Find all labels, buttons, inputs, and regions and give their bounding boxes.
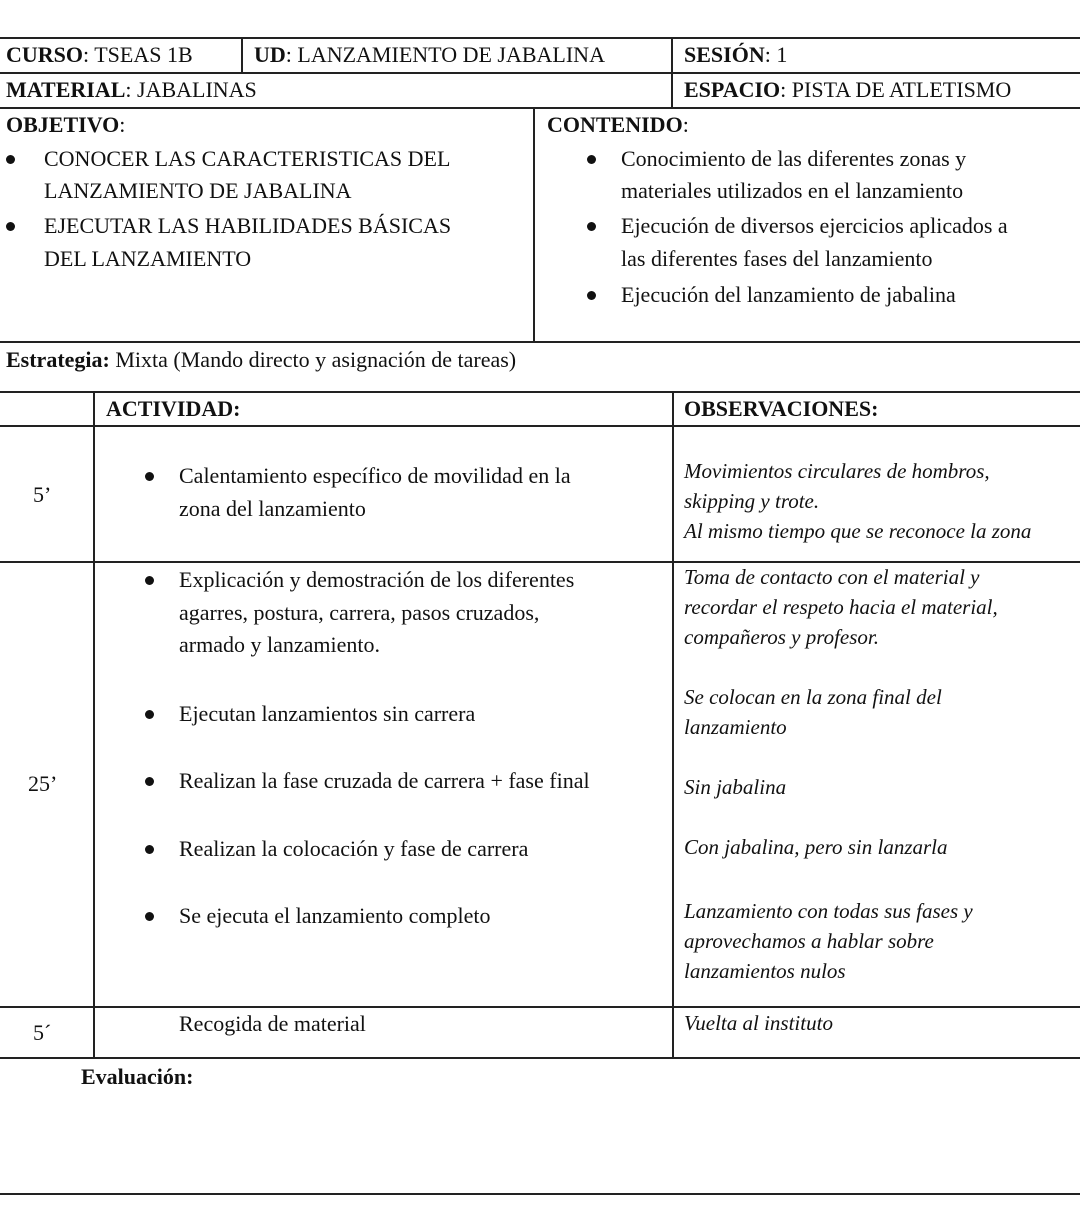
- row2-obs4: Con jabalina, pero sin lanzarla: [684, 835, 948, 859]
- row2-obs5-line2: aprovechamos a hablar sobre: [684, 929, 934, 953]
- curso-field: [6, 40, 193, 70]
- row1-time: 5’: [33, 482, 52, 507]
- rule-header-bottom: [0, 107, 1080, 109]
- contenido-item-2-line2: las diferentes fases del lanzamiento: [621, 246, 933, 271]
- row2-obs3: Sin jabalina: [684, 775, 787, 799]
- material-label: MATERIAL: [6, 77, 126, 102]
- ud-value: : LANZAMIENTO DE JABALINA: [285, 42, 605, 67]
- rule-header-mid: [0, 72, 1080, 74]
- row2-activity1-line2: agarres, postura, carrera, pasos cruzados,: [179, 600, 540, 625]
- bullet-icon: [6, 222, 15, 231]
- row2-time: 25’: [28, 771, 58, 796]
- bullet-icon: [145, 845, 154, 854]
- bullet-icon: [145, 912, 154, 921]
- estrategia-value: Mixta (Mando directo y asignación de tareas): [109, 347, 517, 372]
- row2-obs5-line1: Lanzamiento con todas sus fases y: [684, 899, 973, 923]
- curso-label: CURSO: [6, 42, 84, 67]
- row1-obs-line3: Al mismo tiempo que se reconoce la zona: [684, 519, 1032, 543]
- bullet-icon: [145, 472, 154, 481]
- row1-activity-line1: Calentamiento específico de movilidad en la: [179, 463, 571, 488]
- rule-table-top: [0, 391, 1080, 393]
- row2-obs5-line3: lanzamientos nulos: [684, 959, 846, 983]
- curso-value: : TSEAS 1B: [83, 42, 193, 67]
- row3-time: 5´: [33, 1020, 52, 1045]
- rule-header-right: [671, 37, 673, 107]
- observaciones-column-header: OBSERVACIONES:: [684, 396, 879, 421]
- row2-obs1-line3: compañeros y profesor.: [684, 625, 880, 649]
- actividad-column-header: ACTIVIDAD:: [106, 396, 241, 421]
- row3-activity: Recogida de material: [179, 1011, 366, 1036]
- sesion-value: : 1: [764, 42, 788, 67]
- row2-obs1-line1: Toma de contacto con el material y: [684, 565, 980, 589]
- contenido-heading: CONTENIDO:: [547, 112, 689, 137]
- ud-label: UD: [254, 42, 286, 67]
- rule-top: [0, 37, 1080, 39]
- objetivo-item-1-line2: LANZAMIENTO DE JABALINA: [44, 178, 352, 203]
- bullet-icon: [145, 777, 154, 786]
- contenido-item-1-line1: Conocimiento de las diferentes zonas y: [621, 146, 967, 171]
- rule-observations-column: [672, 391, 674, 1057]
- row3-obs: Vuelta al instituto: [684, 1011, 833, 1035]
- objetivo-heading: OBJETIVO:: [6, 112, 126, 137]
- row2-activity2: Ejecutan lanzamientos sin carrera: [179, 701, 476, 726]
- rule-objectives-bottom: [0, 341, 1080, 343]
- material-field: [6, 75, 257, 105]
- rule-row2-bottom: [0, 1006, 1080, 1008]
- sesion-label: SESIÓN: [684, 42, 765, 67]
- contenido-item-2-line1: Ejecución de diversos ejercicios aplicados a: [621, 213, 1008, 238]
- bullet-icon: [6, 155, 15, 164]
- bullet-icon: [145, 710, 154, 719]
- rule-curso-ud: [241, 37, 243, 72]
- row2-activity4: Realizan la colocación y fase de carrera: [179, 836, 529, 861]
- objetivo-item-1-line1: CONOCER LAS CARACTERISTICAS DEL: [44, 146, 451, 171]
- rule-evaluation-bottom: [0, 1193, 1080, 1195]
- espacio-label: ESPACIO: [684, 77, 781, 102]
- sesion-field: [684, 40, 787, 70]
- row2-obs2-line2: lanzamiento: [684, 715, 787, 739]
- row2-activity3: Realizan la fase cruzada de carrera + fase final: [179, 768, 590, 793]
- bullet-icon: [587, 291, 596, 300]
- espacio-field: [684, 75, 1011, 105]
- row2-obs1-line2: recordar el respeto hacia el material,: [684, 595, 998, 619]
- bullet-icon: [587, 222, 596, 231]
- material-value: : JABALINAS: [125, 77, 257, 102]
- row2-activity5: Se ejecuta el lanzamiento completo: [179, 903, 491, 928]
- contenido-item-3-line1: Ejecución del lanzamiento de jabalina: [621, 282, 956, 307]
- ud-field: [254, 40, 605, 70]
- row2-activity1-line1: Explicación y demostración de los diferentes: [179, 567, 575, 592]
- row1-obs-line1: Movimientos circulares de hombros,: [684, 459, 990, 483]
- rule-table-header-bottom: [0, 425, 1080, 427]
- objetivo-item-2-line1: EJECUTAR LAS HABILIDADES BÁSICAS: [44, 213, 452, 238]
- rule-table-bottom: [0, 1057, 1080, 1059]
- row1-obs-line2: skipping y trote.: [684, 489, 820, 513]
- rule-objetivo-contenido: [533, 107, 535, 341]
- objetivo-item-2-line2: DEL LANZAMIENTO: [44, 246, 252, 271]
- estrategia-label: Estrategia:: [6, 347, 110, 372]
- espacio-value: : PISTA DE ATLETISMO: [780, 77, 1012, 102]
- row2-activity1-line3: armado y lanzamiento.: [179, 632, 380, 657]
- rule-time-column: [93, 391, 95, 1057]
- bullet-icon: [145, 576, 154, 585]
- row1-activity-line2: zona del lanzamiento: [179, 496, 366, 521]
- bullet-icon: [587, 155, 596, 164]
- contenido-item-1-line2: materiales utilizados en el lanzamiento: [621, 178, 964, 203]
- evaluacion-heading: Evaluación:: [81, 1064, 194, 1089]
- row2-obs2-line1: Se colocan en la zona final del: [684, 685, 942, 709]
- estrategia-field: [6, 345, 516, 375]
